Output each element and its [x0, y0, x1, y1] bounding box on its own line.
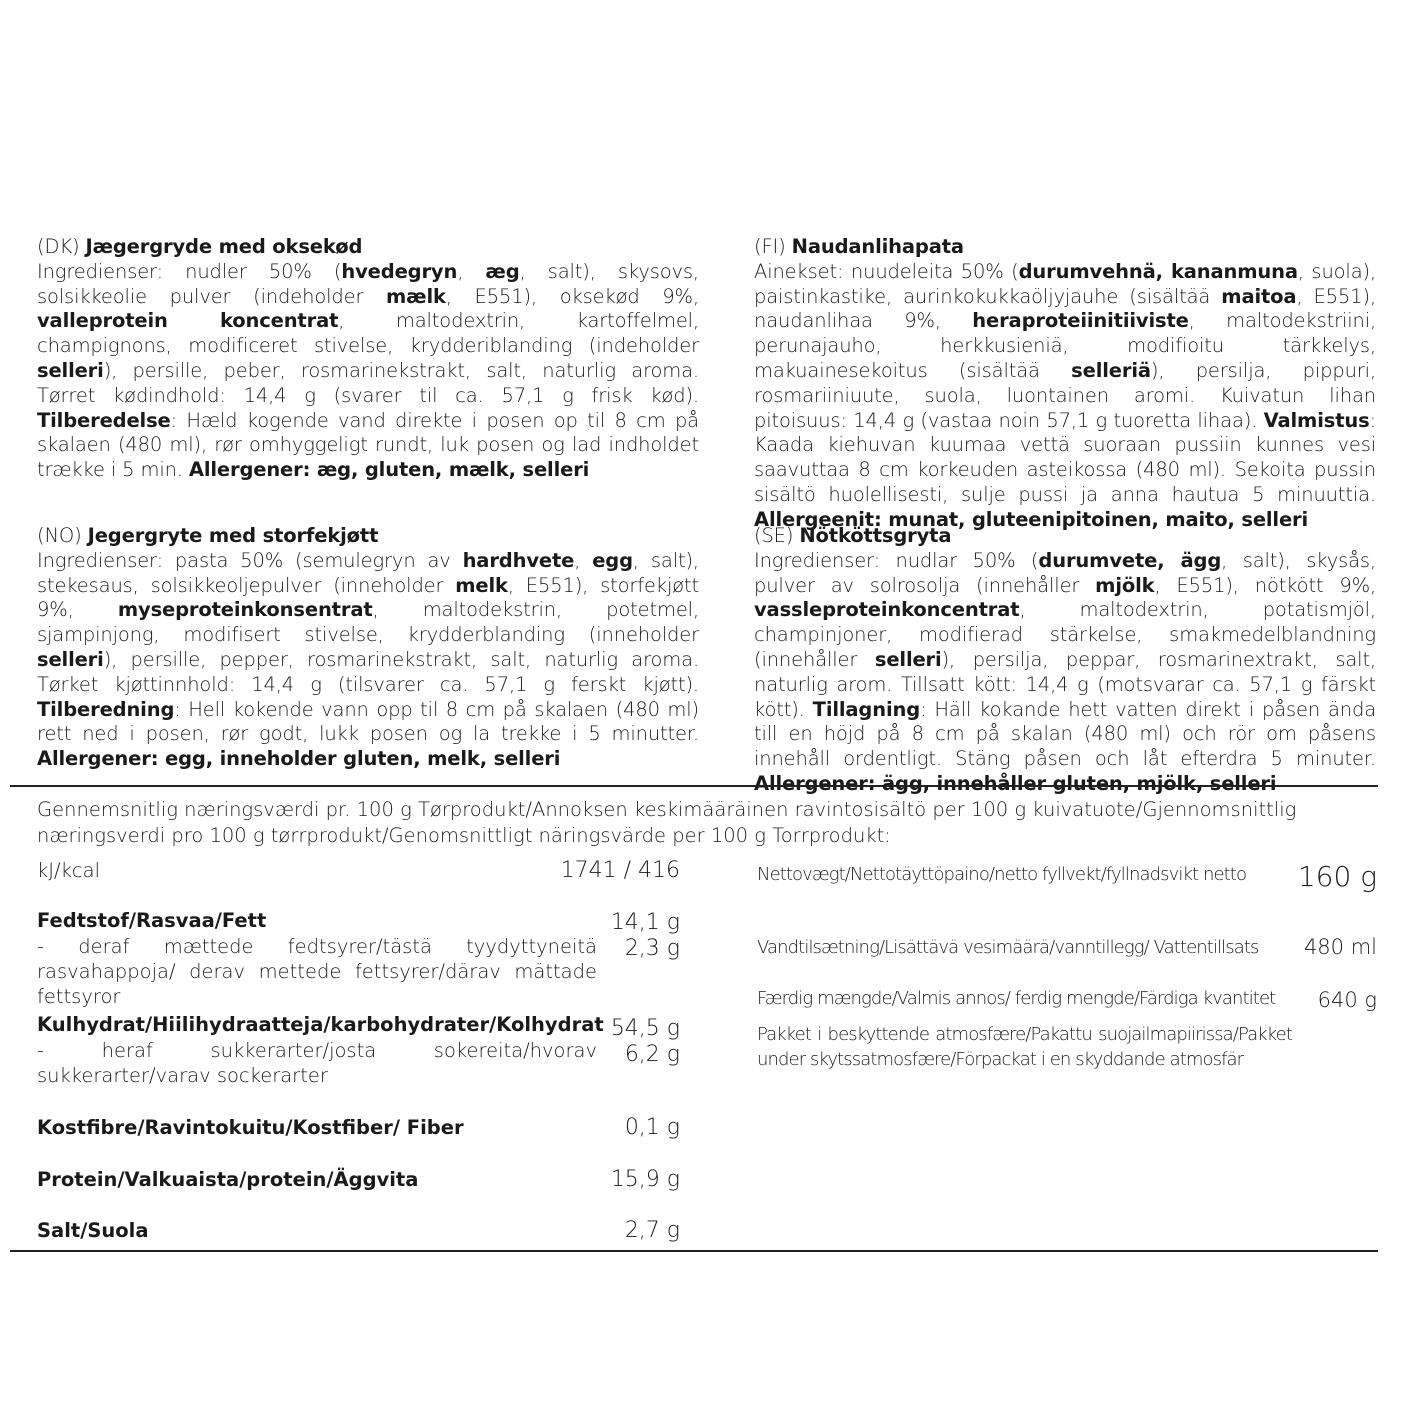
nutrition-row-carbohydrate	[37, 1012, 680, 1092]
nutrition-intro: Gennemsnitlig næringsværdi pr. 100 g Tørprodukt/Annoksen keskimääräinen ravintosisältö per 100 g kuivatuote/Gjennomsnittlig næringsverdi pro 100 g tørrprodukt/Genomsnittligt näringsvärde per 100 g Torrprodukt:	[37, 798, 1297, 847]
water-value: 480 ml	[1303, 935, 1377, 959]
divider-top	[10, 785, 1378, 787]
dk-text: , salt), skysovs, solsikkeolie pulver (indeholder	[37, 259, 699, 308]
se-preparation-label: Tillagning	[812, 697, 921, 721]
fi-heading	[754, 235, 1376, 260]
no-text: , salt), stekesaus, solsikkeoljepulver (inneholder	[37, 548, 699, 597]
no-heading	[37, 524, 699, 549]
fi-body	[754, 260, 1376, 533]
se-text: , maltodextrin, potatismjöl, champinjoner, modifierad stärkelse, smakmedelblandning (innehåller	[754, 598, 1376, 671]
net-weight-value: 160 g	[1297, 860, 1377, 893]
se-text: , salt), skysås, pulver av solrosolja (innehåller	[754, 548, 1376, 597]
fat-label: Fedtstof/Rasvaa/Fett	[37, 909, 267, 932]
se-allergen: selleri	[874, 647, 942, 671]
se-title: Nötköttsgryta	[799, 524, 952, 547]
nutrition-row-fiber	[37, 1115, 680, 1145]
dk-allergen: æg	[485, 259, 520, 283]
fi-text: Ainekset: nuudeleita 50% (	[754, 259, 1019, 283]
fi-title: Naudanlihapata	[791, 235, 964, 258]
energy-value: 1741 / 416	[560, 858, 680, 883]
nutrition-row-energy	[37, 858, 680, 888]
dk-allergen: selleri	[37, 358, 104, 382]
no-allergen-summary: Allergener: egg, inneholder gluten, melk, selleri	[37, 747, 561, 771]
dk-preparation-label: Tilberedelse	[37, 408, 171, 432]
no-allergen: melk	[455, 573, 508, 597]
dk-text: , E551), oksekød 9%,	[445, 284, 699, 308]
dk-country-code: (DK)	[37, 235, 80, 258]
fiber-value: 0,1 g	[624, 1115, 680, 1140]
fat-value: 14,1 g	[610, 910, 680, 935]
no-country-code: (NO)	[37, 524, 82, 547]
fi-text: , suola), paistinkastike, aurinkokukkaöljyjauhe (sisältää	[754, 259, 1377, 308]
fi-allergen-summary: Allergeenit: munat, gluteenipitoinen, maito, selleri	[754, 507, 1309, 531]
no-text: ), persille, pepper, rosmarinekstrakt, salt, naturlig aroma. Tørket kjøttinnhold: 14,4 g (tilsvarer ca. 57,1 g ferskt kjøtt).	[37, 647, 699, 696]
fi-allergen: heraproteiinitiiviste	[972, 309, 1189, 333]
fi-allergen: maitoa	[1221, 284, 1297, 308]
no-text: Ingredienser: pasta 50% (semulegryn av	[37, 548, 463, 572]
se-body	[754, 549, 1376, 797]
package-row-water	[757, 935, 1377, 965]
ready-amount-value: 640 g	[1317, 988, 1377, 1012]
dk-allergen: hvedegryn	[341, 259, 458, 283]
dk-text: : Hæld kogende vand direkte i posen op til 8 cm på skalaen (480 ml), rør omhyggeligt rundt, luk posen og lad indholdet trække i 5 min.	[37, 408, 699, 482]
fi-section	[754, 235, 1376, 533]
ready-amount-label: Færdig mængde/Valmis annos/ ferdig mengde/Färdiga kvantitet	[757, 988, 1276, 1009]
dk-text: Ingredienser: nudler 50% (	[37, 259, 342, 283]
dk-text: , maltodextrin, kartoffelmel, champignons, modificeret stivelse, krydderiblanding (indeholder	[37, 309, 699, 358]
se-text: Ingredienser: nudlar 50% (	[754, 548, 1039, 572]
no-text: , maltodekstrin, potetmel, sjampinjong, modifisert stivelse, krydderblanding (inneholder	[37, 598, 700, 647]
se-heading	[754, 524, 1376, 549]
fiber-label: Kostfibre/Ravintokuitu/Kostfiber/ Fiber	[37, 1116, 464, 1139]
no-title: Jegergryte med storfekjøtt	[87, 524, 379, 547]
no-allergen: selleri	[37, 647, 104, 671]
divider-bottom	[10, 1250, 1378, 1252]
water-label: Vandtilsætning/Lisättävä vesimäärä/vanntillegg/ Vattentillsats	[757, 937, 1259, 958]
se-allergen-summary: Allergener: ägg, innehåller gluten, mjölk, selleri	[754, 771, 1277, 795]
carbohydrate-value: 54,5 g	[610, 1016, 680, 1041]
energy-label: kJ/kcal	[37, 859, 100, 882]
nutrition-row-fat	[37, 908, 680, 1008]
fi-text: : Kaada kiehuvan kuumaa vettä suoraan pussiin kunnes vesi saavuttaa 8 cm korkeuden asteikossa (480 ml). Sekoita pussin sisältö huolellisesti, sulje pussi ja anna hautua 5 minuuttia.	[754, 408, 1376, 506]
dk-section	[37, 235, 699, 483]
se-country-code: (SE)	[754, 524, 794, 547]
dk-text: ), persille, peber, rosmarinekstrakt, salt, naturlig aroma. Tørret kødindhold: 14,4 g (svarer til ca. 57,1 g frisk kød).	[37, 358, 699, 407]
net-weight-label: Nettovægt/Nettotäyttöpaino/netto fyllvekt/fyllnadsvikt netto	[757, 864, 1247, 885]
no-body	[37, 549, 699, 772]
protective-atmosphere-note: Pakket i beskyttende atmosfære/Pakattu suojailmapiirissa/Pakket under skytssatmosfære/Förpackat i en skyddande atmosfär	[757, 1024, 1292, 1070]
carbohydrate-label: Kulhydrat/Hiilihydraatteja/karbohydrater/Kolhydrat	[37, 1013, 604, 1036]
dk-allergen-summary: Allergener: æg, gluten, mælk, selleri	[188, 458, 590, 482]
nutrition-row-protein	[37, 1167, 680, 1197]
no-section	[37, 524, 699, 772]
package-row-net-weight	[757, 862, 1377, 896]
no-text: : Hell kokende vann opp til 8 cm på skalaen (480 ml) rett ned i posen, rør godt, lukk posen og la trekke i 5 minutter.	[37, 697, 699, 746]
se-allergen: durumvete, ägg	[1038, 548, 1222, 572]
dk-heading	[37, 235, 699, 260]
package-row-ready-amount	[757, 986, 1377, 1016]
salt-value: 2,7 g	[624, 1218, 680, 1243]
nutrition-row-salt	[37, 1218, 680, 1248]
se-allergen: mjölk	[1095, 573, 1155, 597]
se-allergen: vassleproteinkoncentrat	[754, 598, 1020, 622]
fi-preparation-label: Valmistus	[1263, 408, 1370, 432]
fi-text: , maltodekstriini, perunajauho, herkkusieniä, modifioitu tärkkelys, makuainesekoitus (sisältää	[754, 309, 1377, 382]
protein-label: Protein/Valkuaista/protein/Äggvita	[37, 1168, 419, 1191]
saturated-fat-value: 2,3 g	[624, 936, 680, 961]
saturated-fat-label: - deraf mættede fedtsyrer/tästä tyydyttyneitä rasvahappoja/ derav mettede fettsyrer/därav mättade fettsyror	[37, 935, 597, 1008]
fi-text: , E551), naudanlihaa 9%,	[754, 284, 1377, 333]
se-section	[754, 524, 1376, 797]
se-text: ), persilja, peppar, rosmarinextrakt, salt, naturlig arom. Tillsatt kött: 14,4 g (motsvarar ca. 57,1 g färskt kött).	[754, 647, 1376, 721]
fi-allergen: durumvehnä, kananmuna	[1018, 259, 1298, 283]
dk-allergen: valleprotein koncentrat	[37, 309, 339, 333]
fi-allergen: selleriä	[1071, 358, 1151, 382]
se-text: : Häll kokande hett vatten direkt i påsen ända till en höjd på 8 cm på skalan (480 ml) och rör om påsens innehåll ordentligt. Stäng påsen och låt efterdra 5 minuter.	[754, 697, 1376, 771]
no-text: ,	[574, 548, 593, 572]
fi-country-code: (FI)	[754, 235, 786, 258]
dk-text: ,	[457, 259, 486, 283]
se-text: , E551), nötkött 9%,	[1154, 573, 1377, 597]
protein-value: 15,9 g	[610, 1167, 680, 1192]
no-allergen: hardhvete	[462, 548, 575, 572]
dk-body	[37, 260, 699, 483]
sugars-value: 6,2 g	[624, 1042, 680, 1067]
salt-label: Salt/Suola	[37, 1219, 149, 1242]
dk-title: Jægergryde med oksekød	[85, 235, 363, 258]
dk-allergen: mælk	[386, 284, 446, 308]
no-allergen: myseproteinkonsentrat	[117, 598, 373, 622]
no-preparation-label: Tilberedning	[37, 697, 175, 721]
no-allergen: egg	[592, 548, 633, 572]
no-text: , E551), storfekjøtt 9%,	[37, 573, 699, 622]
sugars-label: - heraf sukkerarter/josta sokereita/hvorav sukkerarter/varav sockerarter	[37, 1039, 597, 1087]
fi-text: ), persilja, pippuri, rosmariiniuute, suola, luontainen aromi. Kuivatun lihan pitoisuus: 14,4 g (vastaa noin 57,1 g tuoretta lihaa).	[754, 358, 1376, 432]
